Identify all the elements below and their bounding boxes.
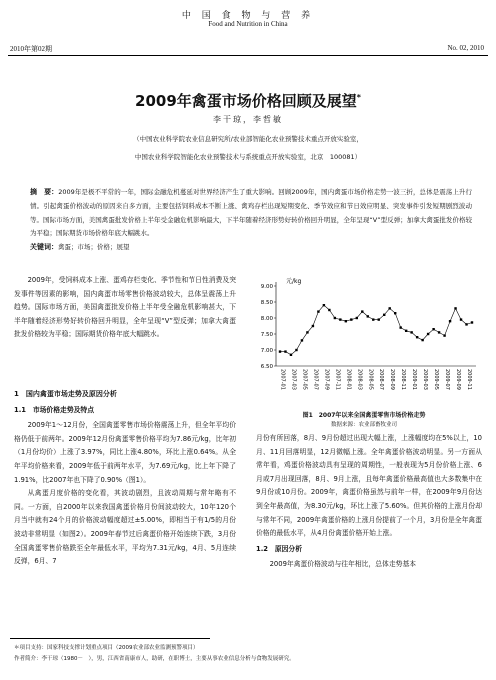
y-tick-label: 9.00 [260,284,273,290]
left-column-intro [14,274,236,342]
data-point [356,317,358,319]
journal-title-cn: 中 国 食 物 与 营 养 [181,11,315,21]
data-point [405,330,407,332]
section-heading-1-1: 1.1 市场价格走势及特点 [14,405,95,414]
x-tick-label: 2007-03 [290,369,297,390]
x-tick-label: 2008-01 [345,369,352,390]
title-footnote-mark: * [356,93,361,102]
data-point [471,321,473,323]
left-column-body [14,382,236,569]
data-point [367,315,369,317]
data-point [323,304,325,306]
x-tick-label: 2009-11 [466,369,473,390]
data-point [306,331,308,333]
affiliation-line-1: （中国农业科学院农业信息研究所/农业部智能化农业预警技术重点开放实验室， [133,135,363,143]
abstract-block [30,186,472,255]
abstract-text: 2009年是极不平常的一年，国际金融危机蔓延对世界经济产生了重大影响。回顾2009年，国内禽蛋市场价格走势一波三折，总体是震荡上升行情。引起禽蛋价格波动的原因来自多方面，主要包括饲料成本不断上涨、禽鸡存栏出现短期变化、季节效应和节日效应明显、突发事件引发短期剧烈波动等。国际市场方面，美国禽蛋批发价格上半年受金融危机影响最大，下半年随着经济形势好转价格回升明显，全年呈现“V”型反弹；加拿大禽蛋批发价格较为平稳；国际期货市场价格年底大幅跳水。 [30,188,472,238]
figure-caption: 图1 2007年以来全国禽蛋零售市场价格走势 [302,412,426,419]
x-tick-label: 2009-05 [433,369,440,390]
footnote-author-bio: 作者简介：李干琼（1980－ ），男，江西省南康市人，助研，在职博士，主要从事农业信息分析与食物发展研究。 [14,656,295,662]
data-point [399,326,401,328]
journal-title-en: Food and Nutrition in China [208,20,288,28]
x-tick-labels [280,369,473,390]
data-point [328,309,330,311]
issue-label-left: 2010年第02期 [10,45,52,53]
x-tick-label: 2007-07 [312,369,319,390]
data-point [312,325,314,327]
body-paragraph: 月份有所回落，8月、9月份超过出现大幅上涨，上涨幅度均在5%以上，10月、11月回落明显，12月微幅上涨。全年禽蛋价格波动明显。另一方面从常年看，鸡蛋价格波动具有呈现的周期性，一般表现为5月份价格上涨、6月或7月出现回落，8月、9月上涨，且每年禽蛋价格最高值也大多数集中在9月份或10月份。2009年，禽蛋价格虽然与前年一样，在2009年9月份达到全年最高值，为8.30元/kg，环比上涨了5.60%。但其价格的上涨月份却与常年不同，2009年禽蛋价格的上涨月份提前了一个月，3月份是全年禽蛋价格的最低水平，从4月份禽蛋价格开始上涨。 [256,434,482,538]
data-point [295,349,297,351]
price-series-line [280,305,472,355]
data-point [438,331,440,333]
affiliation-line-2: 中国农业科学院智能化农业预警技术与系统重点开放实验室，北京 100081） [134,153,362,161]
y-tick-label: 6.50 [260,364,273,370]
x-tick-label: 2009-07 [444,369,451,390]
x-tick-label: 2007-01 [279,369,286,390]
x-tick-label: 2008-03 [356,369,363,390]
footnote-funding: ＊项目支持：国家科技支撑计划重点项目（2009农业部农业监测预警项目） [14,645,199,651]
footnote-divider [10,638,210,639]
right-column-body [256,432,482,572]
data-point [410,331,412,333]
section-heading-1: 1 国内禽蛋市场走势及原因分析 [14,390,117,398]
data-point [284,350,286,352]
data-point [301,339,303,341]
figure-source: 数据来源：农业部畜牧业司 [330,422,397,428]
y-tick-label: 8.50 [260,300,273,306]
data-point [416,336,418,338]
data-point [279,350,281,352]
data-point [421,339,423,341]
data-point [378,318,380,320]
y-axis-unit: 元/kg [286,278,302,285]
data-point [389,307,391,309]
header-divider [8,55,488,56]
data-point [334,317,336,319]
data-point [394,312,396,314]
intro-paragraph: 2009年，受饲料成本上涨、蛋鸡存栏变化、季节性和节日性消费及突发事件等因素的影响，国内禽蛋市场零售价格波动较大，总体呈震荡上升趋势。国际市场方面，美国禽蛋批发价格上半年受全融危机影响甚大，下半年随着经济形势好转价格回升明显，全年呈现“V”型反弹；加拿大禽蛋批发价格较为平稳；国际期货价格年底大幅跳水。 [14,276,236,339]
data-point [449,320,451,322]
y-tick-label: 7.00 [260,348,273,354]
article-title [0,90,496,111]
x-tick-label: 2009-03 [422,369,429,390]
data-point [465,323,467,325]
body-paragraph: 从禽蛋月度价格的变化看，其波动剧烈，且波动周期与常年略有不同。一方面，自2000年以来我国禽蛋价格月份间波动较大，10年120个月当中就有24个月的价格波动幅度超过±5.00%，即相当于有1/5的月份波动非常明显（如图2）。2009年春节过后禽蛋价格开始连续下跌，3月份全国禽蛋零售价格跌至全年最低水平，平均为7.31元/kg，4月、5月连续反弹，6月、7 [14,489,236,566]
data-point [454,307,456,309]
data-point [290,354,292,356]
x-tick-label: 2008-05 [367,369,374,390]
data-point [345,320,347,322]
data-point [383,314,385,316]
data-point [350,318,352,320]
price-trend-chart [246,274,482,404]
data-point [427,333,429,335]
price-series-points [279,304,473,356]
x-tick-label: 2009-09 [455,369,462,390]
x-tick-label: 2008-11 [400,369,407,390]
article-authors: 李干琼，李哲敏 [213,115,283,124]
keywords-label: 关键词： [30,243,58,252]
x-tick-label: 2008-09 [389,369,396,390]
issue-label-right: No. 02, 2010 [447,44,484,52]
article-title-text: 2009年禽蛋市场价格回顾及展望 [135,92,357,110]
abstract-label: 摘 要： [30,188,59,196]
keywords-text: 禽蛋；市场；价格；展望 [58,243,130,252]
body-paragraph: 2009年1～12月份，全国禽蛋零售市场价格震荡上升，但全年平均价格仍低于前两年。2009年12月份禽蛋零售价格平均为7.86元/kg，比年初（1月份均价）上涨了3.97%，同比上涨4.80%，环比上涨0.64%。从全年平均价格来看，2009年低于前两年水平，为7.69元/kg，比上年下降了1.91%，比2007年也下降了0.90%（图1）。 [14,421,236,484]
x-tick-label: 2007-09 [323,369,330,390]
body-paragraph: 2009年禽蛋价格波动与往年相比，总体走势基本 [269,560,417,569]
data-point [432,328,434,330]
data-point [317,310,319,312]
x-tick-label: 2007-11 [334,369,341,390]
y-tick-label: 7.50 [260,332,273,338]
data-point [339,318,341,320]
section-heading-1-2: 1.2 原因分析 [256,544,303,553]
x-tick-label: 2008-07 [378,369,385,390]
y-tick-labels [261,284,276,370]
y-tick-label: 8.00 [260,316,273,322]
data-point [372,318,374,320]
x-tick-label: 2009-01 [411,369,418,390]
data-point [460,318,462,320]
data-point [361,310,363,312]
x-tick-label: 2007-05 [301,369,308,390]
data-point [443,334,445,336]
